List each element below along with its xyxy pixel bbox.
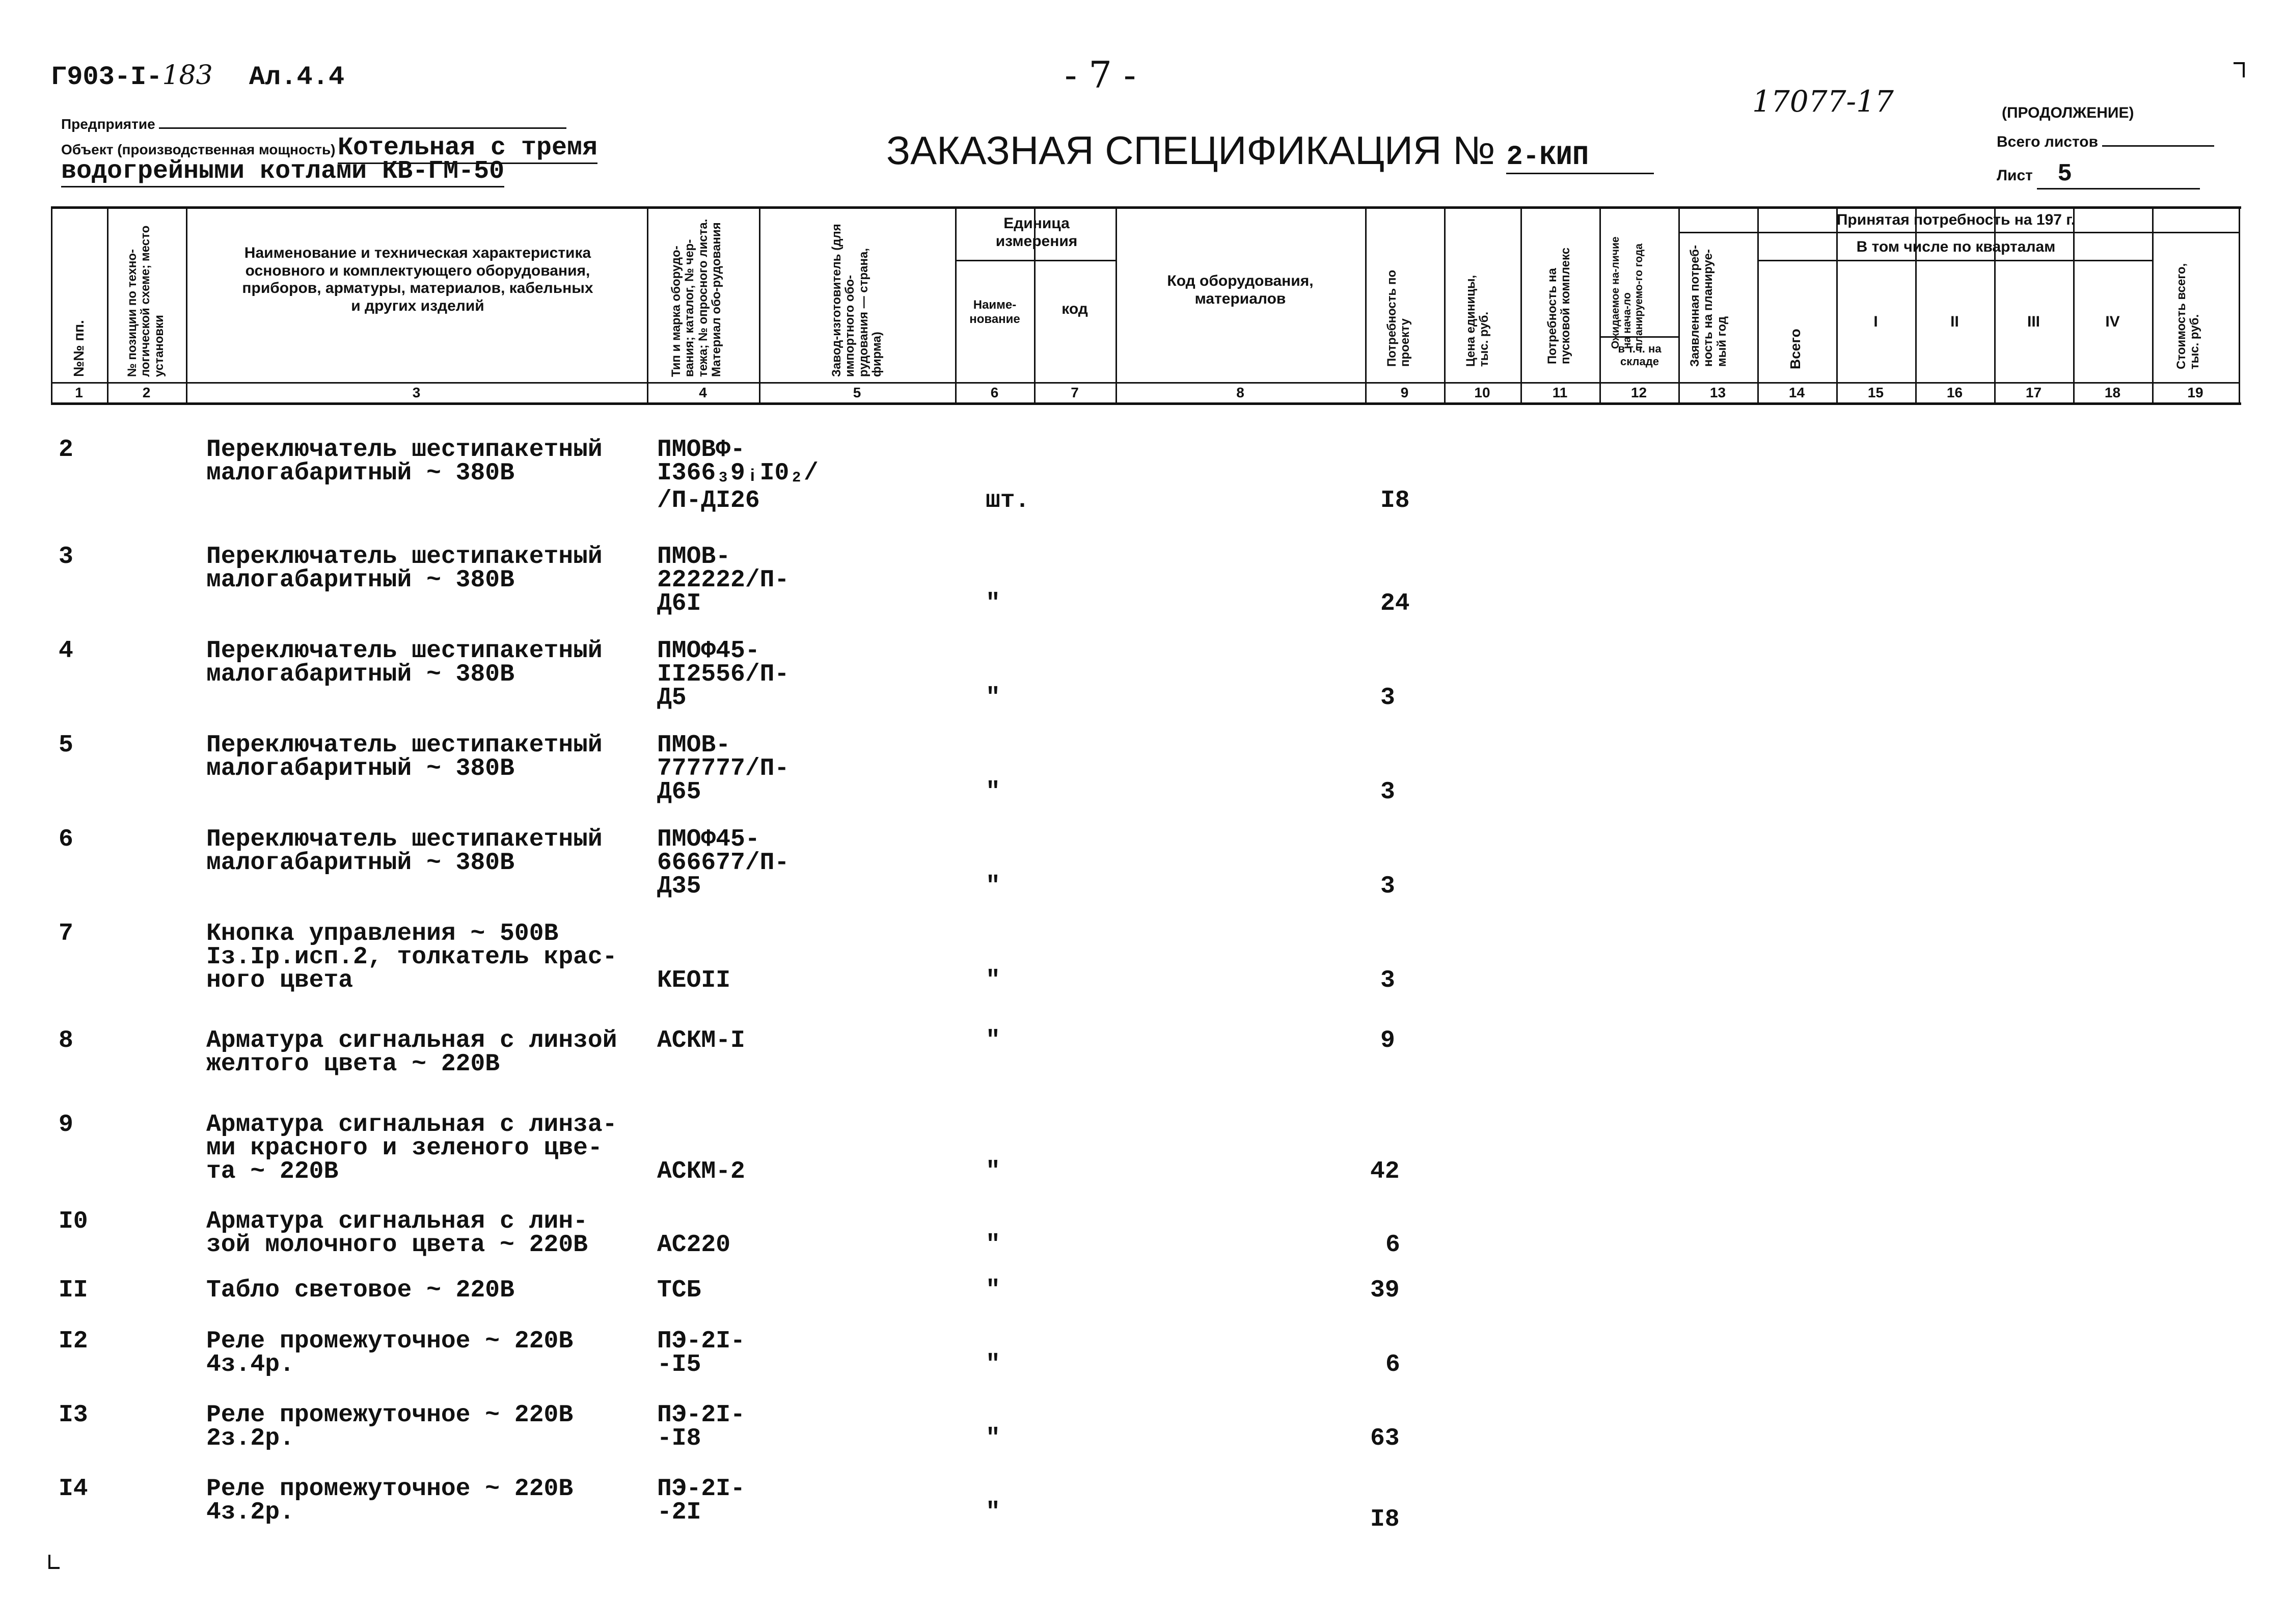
sheet-number bbox=[1997, 160, 2200, 190]
item-name-line: 2з.2р. bbox=[206, 1425, 294, 1452]
item-quantity: 39 bbox=[1370, 1277, 1400, 1304]
row-number: 5 bbox=[59, 732, 73, 759]
item-type-line: Д65 bbox=[657, 778, 701, 806]
item-name-line: Реле промежуточное ~ 220В bbox=[206, 1401, 574, 1429]
col-number: 4 bbox=[699, 385, 707, 400]
item-type-line: ПЭ-2I- bbox=[657, 1401, 745, 1429]
item-type-line: 666677/П- bbox=[657, 849, 790, 877]
item-type-line: Д5 bbox=[657, 684, 687, 712]
item-name-line: малогабаритный ~ 380В bbox=[206, 459, 514, 487]
item-name-line: Переключатель шестипакетный bbox=[206, 732, 603, 759]
item-type-line: ТСБ bbox=[657, 1277, 701, 1304]
corner-mark-top-right bbox=[2234, 62, 2245, 77]
col-number: 5 bbox=[853, 385, 861, 400]
item-unit: " bbox=[986, 1277, 1000, 1304]
item-type-line: КЕОII bbox=[657, 967, 731, 994]
page-title bbox=[886, 127, 1654, 174]
item-type-line: ПМОВ- bbox=[657, 543, 731, 571]
col-number: 14 bbox=[1788, 385, 1805, 400]
col9-header: Потребность по проекту bbox=[1385, 269, 1412, 367]
item-name-line: Iз.Iр.исп.2, толкатель крас- bbox=[206, 943, 617, 971]
item-unit: " bbox=[986, 873, 1000, 900]
col5-header: Завод-изготовитель (для импортного обо-рудования — страна, фирма) bbox=[830, 224, 884, 377]
item-unit: " bbox=[986, 1158, 1000, 1185]
col-number: 17 bbox=[2025, 385, 2042, 400]
item-quantity: 9 bbox=[1380, 1027, 1395, 1054]
col-number: 7 bbox=[1071, 385, 1079, 400]
item-unit: " bbox=[986, 967, 1000, 994]
item-type-line: ПЭ-2I- bbox=[657, 1328, 745, 1355]
item-name-line: малогабаритный ~ 380В bbox=[206, 566, 514, 594]
item-type-line: 777777/П- bbox=[657, 755, 790, 782]
object-label: Объект (производственная мощность) bbox=[61, 142, 336, 157]
col-number: 19 bbox=[2187, 385, 2203, 400]
item-name-line: малогабаритный ~ 380В bbox=[206, 661, 514, 688]
enterprise-label bbox=[61, 116, 566, 132]
row-number: I2 bbox=[59, 1328, 88, 1355]
item-type-line: 222222/П- bbox=[657, 566, 790, 594]
item-name-line: Арматура сигнальная с линза- bbox=[206, 1111, 617, 1139]
row-number: 2 bbox=[59, 436, 73, 464]
col-number: 6 bbox=[990, 385, 999, 400]
row-number: 9 bbox=[59, 1111, 73, 1139]
row-number: II bbox=[59, 1277, 88, 1304]
col-number: 10 bbox=[1474, 385, 1490, 400]
sheet-label: Лист bbox=[1997, 167, 2033, 184]
col3-line1: Наименование и техническая характеристика bbox=[244, 245, 591, 261]
item-name-line: зой молочного цвета ~ 220В bbox=[206, 1231, 588, 1259]
item-name-line: ми красного и зеленого цве- bbox=[206, 1134, 603, 1162]
col17-header: III bbox=[2027, 313, 2040, 330]
page-number: - 7 - bbox=[1065, 53, 1136, 96]
item-quantity: 42 bbox=[1370, 1158, 1400, 1185]
col8-header: Код оборудования, материалов bbox=[1167, 273, 1314, 307]
document-code bbox=[51, 60, 344, 92]
item-quantity: 3 bbox=[1380, 967, 1395, 994]
item-quantity: I8 bbox=[1370, 1506, 1400, 1533]
item-name-line: 4з.4р. bbox=[206, 1351, 294, 1378]
col18-header: IV bbox=[2105, 313, 2120, 330]
item-name-line: Реле промежуточное ~ 220В bbox=[206, 1328, 574, 1355]
col12-header-top: Ожидаемое на-личие на нача-ло планируемо-го года bbox=[1610, 236, 1645, 349]
col-number: 3 bbox=[412, 385, 421, 400]
col3-line4: и других изделий bbox=[351, 297, 484, 314]
item-name-line: желтого цвета ~ 220В bbox=[206, 1050, 500, 1078]
item-name-line: Реле промежуточное ~ 220В bbox=[206, 1475, 574, 1503]
row-number: 6 bbox=[59, 826, 73, 853]
col-number: 15 bbox=[1867, 385, 1884, 400]
item-type-line: Д35 bbox=[657, 873, 701, 900]
item-name-line: малогабаритный ~ 380В bbox=[206, 755, 514, 782]
item-type-line: Д6I bbox=[657, 590, 701, 617]
col-number: 1 bbox=[75, 385, 83, 400]
item-quantity: 3 bbox=[1380, 778, 1395, 806]
item-name-line: ного цвета bbox=[206, 967, 353, 994]
enterprise-text: Предприятие bbox=[61, 116, 155, 132]
item-quantity: 6 bbox=[1385, 1231, 1400, 1259]
item-type-line: I366₃9ᵢI0₂/ bbox=[657, 459, 819, 487]
item-unit: " bbox=[986, 1027, 1000, 1054]
item-quantity: 63 bbox=[1370, 1425, 1400, 1452]
item-quantity: 6 bbox=[1385, 1351, 1400, 1378]
item-name-line: Переключатель шестипакетный bbox=[206, 436, 603, 464]
col7-header: код bbox=[1062, 301, 1088, 317]
handwritten-number: 17077-17 bbox=[1752, 84, 1894, 119]
spec-number: 2-КИП bbox=[1506, 142, 1654, 174]
corner-mark-bottom-left bbox=[48, 1555, 60, 1569]
col4-header: Тип и марка оборудо-вания; каталог, № чер-тежа; № опросного листа. Материал обо-рудования bbox=[669, 219, 724, 377]
col2-header: № позиции по техно-логической схеме; место установки bbox=[125, 225, 166, 377]
item-unit: " bbox=[986, 590, 1000, 617]
row-number: 3 bbox=[59, 543, 73, 571]
col6-header: Наиме-нование bbox=[969, 298, 1020, 326]
col12-header-bottom: в т.ч. на складе bbox=[1618, 342, 1662, 368]
item-name-line: Арматура сигнальная с линзой bbox=[206, 1027, 617, 1054]
item-name-line: 4з.2р. bbox=[206, 1499, 294, 1526]
col-number: 16 bbox=[1946, 385, 1963, 400]
col3-line2: основного и комплектующего оборудования, bbox=[245, 262, 590, 279]
item-quantity: 3 bbox=[1380, 873, 1395, 900]
object-value-1: Котельная с тремя bbox=[338, 133, 597, 164]
row-number: I4 bbox=[59, 1475, 88, 1503]
col19-header: Стоимость всего, тыс. руб. bbox=[2174, 263, 2202, 369]
object-value-2: водогрейными котлами КВ-ГМ-50 bbox=[61, 157, 504, 187]
col14-19-header: Принятая потребность на 197 г. bbox=[1836, 211, 2076, 228]
item-quantity: 3 bbox=[1380, 684, 1395, 712]
item-quantity: I8 bbox=[1380, 487, 1410, 515]
continuation-label: (ПРОДОЛЖЕНИЕ) bbox=[2002, 104, 2134, 121]
col-number: 9 bbox=[1400, 385, 1409, 400]
row-number: 7 bbox=[59, 920, 73, 948]
item-unit: " bbox=[986, 1231, 1000, 1259]
col-number: 18 bbox=[2104, 385, 2121, 400]
item-type-line: АСКМ-I bbox=[657, 1027, 745, 1054]
item-name-line: Арматура сигнальная с лин- bbox=[206, 1208, 588, 1235]
col1-header: №№ пп. bbox=[71, 320, 87, 377]
item-name-line: Переключатель шестипакетный bbox=[206, 826, 603, 853]
item-type-line: АСКМ-2 bbox=[657, 1158, 745, 1185]
item-type-line: -2I bbox=[657, 1499, 701, 1526]
item-name-line: та ~ 220В bbox=[206, 1158, 339, 1185]
quarters-header: В том числе по кварталам bbox=[1856, 238, 2056, 255]
item-quantity: 24 bbox=[1380, 590, 1410, 617]
col3-line3: приборов, арматуры, материалов, кабельных bbox=[242, 280, 593, 296]
col-number: 11 bbox=[1552, 385, 1568, 400]
row-number: 8 bbox=[59, 1027, 73, 1054]
code-handwritten: 183 bbox=[162, 60, 213, 91]
item-name-line: Переключатель шестипакетный bbox=[206, 637, 603, 665]
item-name-line: Табло световое ~ 220В bbox=[206, 1277, 514, 1304]
row-number: I0 bbox=[59, 1208, 88, 1235]
col10-header: Цена единицы, тыс. руб. bbox=[1464, 275, 1491, 367]
row-number: I3 bbox=[59, 1401, 88, 1429]
item-type-line: АС220 bbox=[657, 1231, 731, 1259]
col-number: 8 bbox=[1236, 385, 1244, 400]
item-type-line: ПЭ-2I- bbox=[657, 1475, 745, 1503]
total-sheets bbox=[1997, 133, 2214, 151]
col-number: 12 bbox=[1630, 385, 1647, 400]
total-sheets-label: Всего листов bbox=[1997, 133, 2099, 150]
item-name-line: Кнопка управления ~ 500В bbox=[206, 920, 559, 948]
item-type-line: ПМОФ45- bbox=[657, 826, 760, 853]
item-type-line: -I8 bbox=[657, 1425, 701, 1452]
col67-header: Единица измерения bbox=[995, 215, 1078, 250]
item-unit: " bbox=[986, 1499, 1000, 1526]
column-header-table bbox=[51, 206, 2241, 405]
item-unit: " bbox=[986, 1425, 1000, 1452]
item-type-line: ПМОВФ- bbox=[657, 436, 745, 464]
item-name-line: малогабаритный ~ 380В bbox=[206, 849, 514, 877]
col13-header: Заявленная потреб-ность на планируе-мый год bbox=[1688, 245, 1729, 367]
col-number: 13 bbox=[1709, 385, 1726, 400]
item-unit: " bbox=[986, 1351, 1000, 1378]
item-type-line: ПМОВ- bbox=[657, 732, 731, 759]
album-number: Ал.4.4 bbox=[249, 62, 345, 92]
row-number: 4 bbox=[59, 637, 73, 665]
item-type-line: II2556/П- bbox=[657, 661, 790, 688]
col11-header: Потребность на пусковой комплекс bbox=[1545, 247, 1573, 364]
item-unit: " bbox=[986, 778, 1000, 806]
sheet-value: 5 bbox=[2037, 160, 2200, 190]
item-name-line: Переключатель шестипакетный bbox=[206, 543, 603, 571]
item-type-line: ПМОФ45- bbox=[657, 637, 760, 665]
item-unit: шт. bbox=[986, 487, 1030, 515]
item-unit: " bbox=[986, 684, 1000, 712]
col3-header bbox=[191, 245, 644, 315]
item-type-line: /П-ДI26 bbox=[657, 487, 760, 515]
col15-header: I bbox=[1873, 313, 1878, 330]
col16-header: II bbox=[1950, 313, 1959, 330]
code-left: Г903-I- bbox=[51, 62, 162, 92]
title-text: ЗАКАЗНАЯ СПЕЦИФИКАЦИЯ № bbox=[886, 128, 1495, 173]
col14-header: Всего bbox=[1787, 329, 1803, 369]
item-type-line: -I5 bbox=[657, 1351, 701, 1378]
col-number: 2 bbox=[142, 385, 151, 400]
